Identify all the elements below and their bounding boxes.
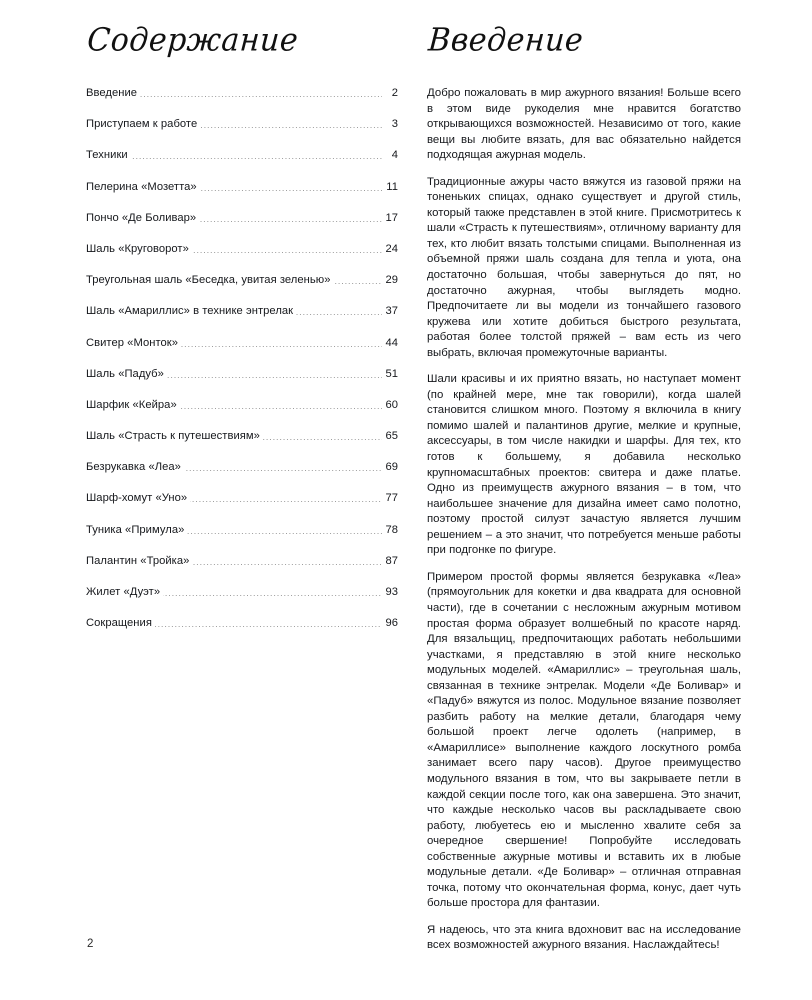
toc-entry[interactable] [86,304,398,318]
toc-leader-dots [200,190,382,191]
table-of-contents-list [86,86,398,630]
toc-entry-page-number: 4 [391,149,398,162]
toc-entry[interactable] [86,211,398,225]
toc-entry[interactable] [86,491,398,505]
toc-entry-title: Введение [86,87,138,99]
toc-leader-dots [190,501,382,502]
toc-leader-dots [199,221,382,222]
toc-entry[interactable] [86,429,398,443]
introduction-paragraph: Я надеюсь, что эта книга вдохновит вас на исследование всех возможностей ажурного вязания. Наслаждайтесь! [427,923,741,952]
toc-leader-dots [192,564,382,565]
introduction-paragraph: Примером простой формы является безрукавка «Леа» (прямоугольник для кокетки и два квадрата для основной части), где в сочетании с несложным ажурным мотивом простая форма образует волшебный по красоте наряд. Для вязальщиц, предпочитающих работать небольшими участками, я представляю в этой книге несколько модульных моделей. «Амариллис» – треугольная шаль, связанная в технике энтрелак. Модели «Де Боливар» и «Падуб» вяжутся из полос. Модульное вязание позволяет разбить работу на мелкие детали, благодаря чему большой проект легче одолеть (например, в «Амариллисе» выполнение каждого лоскутного ромба занимает всего пару часов). Другое преимущество модульного вязания в том, что вы закрываете петли в каждой секции после того, как она завершена. Это значит, что каждые несколько часов вы раскладываете свою работу, любуетесь ею и мысленно хвалите себя за очередное свершение! Попробуйте исследовать собственные ажурные мотивы и вставить их в любые модульные детали. «Де Боливар» – отличная отправная точка, потому что окончательная форма, конус, дает чуть больше простора для фантазии. [427,570,741,910]
toc-entry-title: Шарфик «Кейра» [86,398,177,411]
toc-entry[interactable] [86,336,398,350]
toc-entry-title: Сокращения [86,617,152,630]
contents-heading: Содержание [86,21,300,59]
toc-leader-dots [131,158,382,159]
toc-entry-page-number: 24 [385,242,398,255]
toc-entry[interactable] [86,523,398,537]
toc-leader-dots [181,346,382,347]
toc-entry-title: Техники [86,149,128,162]
toc-leader-dots [187,533,382,534]
toc-entry-page-number: 69 [385,461,398,474]
toc-leader-dots [200,127,382,128]
page-number: 2 [87,938,94,950]
toc-entry-page-number: 65 [385,430,398,443]
toc-entry[interactable] [86,616,398,630]
toc-entry-page-number: 96 [385,617,398,630]
toc-entry[interactable] [86,180,398,194]
toc-leader-dots [192,252,382,253]
toc-entry-page-number: 17 [385,211,398,224]
introduction-heading: Введение [427,21,585,59]
toc-entry-page-number: 29 [385,274,398,287]
toc-entry[interactable] [86,86,398,100]
toc-leader-dots [140,96,382,97]
toc-leader-dots [155,626,382,627]
introduction-body [427,86,741,954]
toc-leader-dots [184,470,382,471]
toc-entry-page-number: 3 [391,118,398,131]
toc-entry[interactable] [86,460,398,474]
toc-entry[interactable] [86,398,398,412]
toc-entry-title: Пелерина «Мозетта» [86,180,197,193]
toc-entry-title: Палантин «Тройка» [86,554,190,567]
toc-entry[interactable] [86,585,398,599]
toc-entry-title: Шаль «Круговорот» [86,242,189,255]
toc-entry-title: Туника «Примула» [86,523,185,536]
toc-entry-title: Приступаем к работе [86,118,198,131]
toc-entry-title: Шаль «Страсть к путешествиям» [86,430,260,443]
toc-entry-page-number: 60 [385,398,398,411]
toc-entry-title: Свитер «Монток» [86,336,178,349]
toc-entry-title: Шарф-хомут «Уно» [86,492,188,505]
introduction-paragraph: Добро пожаловать в мир ажурного вязания! Больше всего в этом виде рукоделия мне нравится богатство открывающихся возможностей. Независимо от того, какие вещи вы любите вязать, для вас обязательно найдется подходящая ажурная модель. [427,87,741,162]
toc-entry-title: Треугольная шаль «Беседка, увитая зеленью» [86,274,331,287]
toc-entry[interactable] [86,148,398,162]
toc-entry[interactable] [86,367,398,381]
toc-leader-dots [180,408,382,409]
toc-entry-title: Шаль «Амариллис» в технике энтрелак [86,305,294,318]
toc-entry[interactable] [86,273,398,287]
toc-entry-page-number: 87 [385,554,398,567]
toc-entry[interactable] [86,242,398,256]
toc-entry-page-number: 37 [385,305,398,318]
introduction-column [427,21,741,954]
toc-leader-dots [163,595,382,596]
toc-entry-page-number: 11 [386,180,398,193]
toc-leader-dots [296,314,382,315]
toc-entry-page-number: 51 [385,367,398,380]
toc-entry-page-number: 2 [391,87,398,99]
toc-entry-title: Безрукавка «Леа» [86,461,181,474]
toc-entry-page-number: 77 [385,492,398,505]
introduction-paragraph: Шали красивы и их приятно вязать, но наступает момент (по крайней мере, мне так говорили), когда шалей становится слишком много. Поэтому я включила в книгу помимо шалей и палантинов другие, мелкие и крупные, аксессуары, в том числе накидки и шарфы. Для тех, кто готов к большему, я добавила несколько крупномасштабных проектов: свитера и даже платье. Одно из преимуществ ажурного вязания – в том, что наибольшее значение для дизайна имеет само полотно, поэтому простой силуэт зачастую является лучшим решением – а это значит, что потребуется меньше работы при подгонке по фигуре. [427,373,741,557]
toc-entry[interactable] [86,554,398,568]
toc-leader-dots [263,439,382,440]
table-of-contents-column [86,21,398,647]
toc-entry-title: Пончо «Де Боливар» [86,211,197,224]
toc-entry-page-number: 78 [385,523,398,536]
toc-entry-page-number: 44 [385,336,398,349]
toc-entry[interactable] [86,117,398,131]
introduction-paragraph: Традиционные ажуры часто вяжутся из газовой пряжи на тоненьких спицах, однако существует и другой стиль, который также представлен в этой книге. Присмотритесь к шали «Страсть к путешествиям», отличному варианту для тех, кто любит вязать толстыми спицами. Выполненная из объемной пряжи шаль создана для тепла и уюта, она достаточно большая, чтобы завернуться до пят, но достаточно ажурная, чтобы выглядеть модно. Предпочитаете ли вы модели из тончайшего газового кружева или хотите добиться быстрого результата, работая более толстой пряжей – вам есть из чего выбрать, включая промежуточные варианты. [427,175,741,359]
toc-entry-page-number: 93 [385,586,398,598]
toc-leader-dots [333,283,382,284]
toc-leader-dots [167,377,382,378]
toc-entry-title: Шаль «Падуб» [86,367,164,380]
toc-entry-title: Жилет «Дуэт» [86,586,161,598]
